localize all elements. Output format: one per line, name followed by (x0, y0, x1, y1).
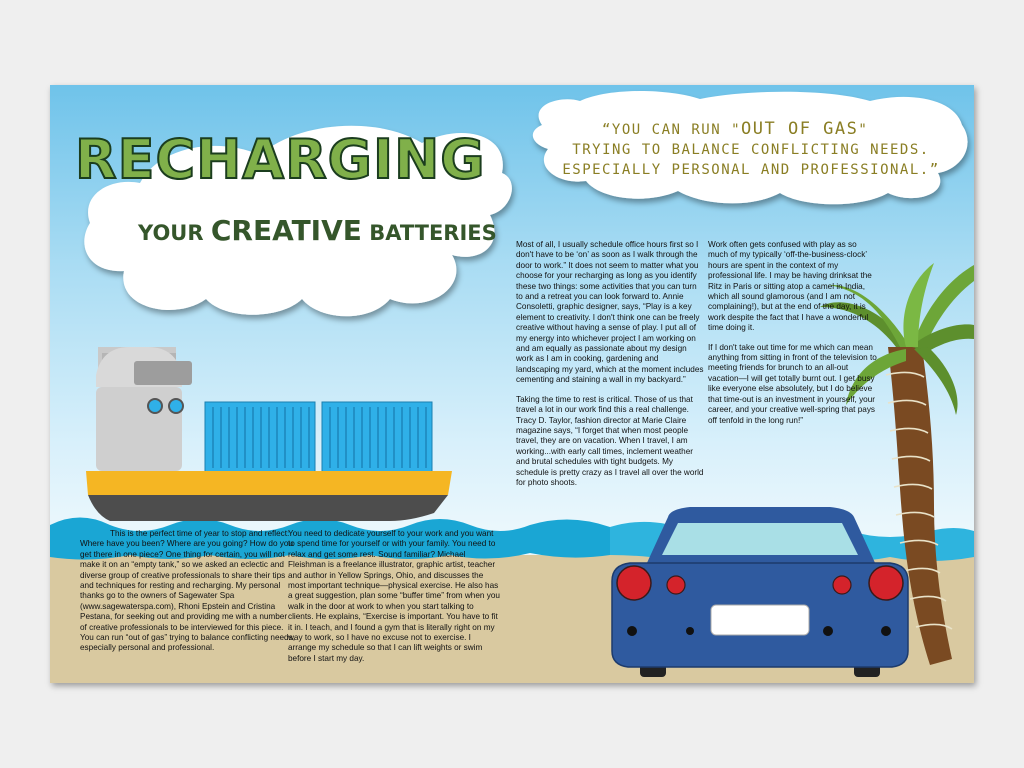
column-1-paragraph-1: This is the perfect time of year to stop and reflect: Where have you been? Where are you going? How do you get there in one piece? One thing for certain, you will not make it on an “empty tank,” so we asked an eclectic and diverse group of creative professionals to share their tips and techniques for resting and recharging. My personal thanks go to the owners of Sagewater Spa (www.sagewaterspa.com), Rhoni Epstein and Cristina Pestana, for seeking out and providing me with a number of creative professionals to be interviewed for this piece. You can run “out of gas” trying to balance conflicting needs, especially personal and professional. (80, 529, 295, 653)
column-4-paragraph-1: Work often gets confused with play as so much of my typically ‘off-the-business-clock’ hours are spent in the context of my professional life. I may be having drinksat the Ritz in Paris or sitting atop a camel in India, which all sound glamorous (and I am not complaining!), but at the end of the day, it is work despite the fact that I have a wonderful time doing it. (708, 240, 872, 333)
column-4-paragraph-2: If I don't take out time for me which can mean anything from sitting in front of the television to meeting friends for brunch to an all-out vacation—I will get totally burnt out. I get busy like everyone else absolutely, but I do believe that time-out is an investment in yourself, your career, and your creative well-spring that pays off tenfold in the long run!” (708, 342, 877, 425)
cargo-ship (86, 347, 452, 521)
pull-quote-close: " (858, 122, 869, 138)
pull-quote-line3: ESPECIALLY PERSONAL AND PROFESSIONAL.” (562, 162, 940, 178)
pull-quote-line2: TRYING TO BALANCE CONFLICTING NEEDS. (572, 142, 930, 158)
article-column-3 (516, 240, 704, 497)
article-column-4 (708, 240, 878, 435)
subtitle-pre: YOUR (138, 221, 211, 245)
magazine-spread (50, 85, 974, 683)
pull-quote-open: “YOU CAN RUN " (602, 122, 742, 138)
page-subtitle (138, 214, 497, 247)
article-column-2 (288, 529, 500, 673)
pull-quote-line1 (602, 119, 972, 140)
subtitle-post: BATTERIES (361, 221, 497, 245)
subtitle-highlight: CREATIVE (210, 214, 362, 247)
column-2-paragraph-1: You need to dedicate yourself to your work and you want to spend time for yourself or with your family. You need to relax and get some rest. Sound familiar? Michael Fleishman is a freelance illustrator, graphic artist, teacher and author in Yellow Springs, Ohio, and discusses the most important technique—physical exercise. He also has a great suggestion, plan some “buffer time” from when you walk in the door at work to when you start talking to clients. He explains, “Exercise is important. You have to fit it in. I teach, and I found a gym that is literally right on my way to work, so I have no excuse not to exercise. I arrange my schedule so that I can lift weights or swim before I start my day. (288, 529, 500, 663)
column-3-paragraph-2: Taking the time to rest is critical. Those of us that travel a lot in our work find this a real challenge. Tracy D. Taylor, fashion director at Marie Claire magazine says, “I forget that when most people travel, they are on vacation. When I travel, I am working...with early call times, inclement weather and brutal schedules with tight budgets. My schedule is pretty crazy as I travel all over the world for photo shoots. (516, 394, 704, 487)
column-3-paragraph-1: Most of all, I usually schedule office hours first so I don't have to be ‘on’ as soon as I walk through the door to work.” It does not seem to matter what you choose for your recharging as long as you identify these two things: some activities that you can turn to and a retreat you can look forward to. Annie Consoletti, graphic designer, says, “Play is a key element to creativity. I don't think one can be freely creative without having a sense of play. I put all of my energy into whichever project I am working on and am equally as passionate about my design work as I am in cooking, gardening and landscaping my yard, which at the moment includes cementing and staining a wall in my backyard.” (516, 240, 704, 385)
pull-quote (530, 119, 972, 180)
article-column-1 (80, 529, 296, 663)
page-title: RECHARGING (75, 128, 486, 191)
pull-quote-highlight: OUT OF GAS (741, 119, 859, 139)
